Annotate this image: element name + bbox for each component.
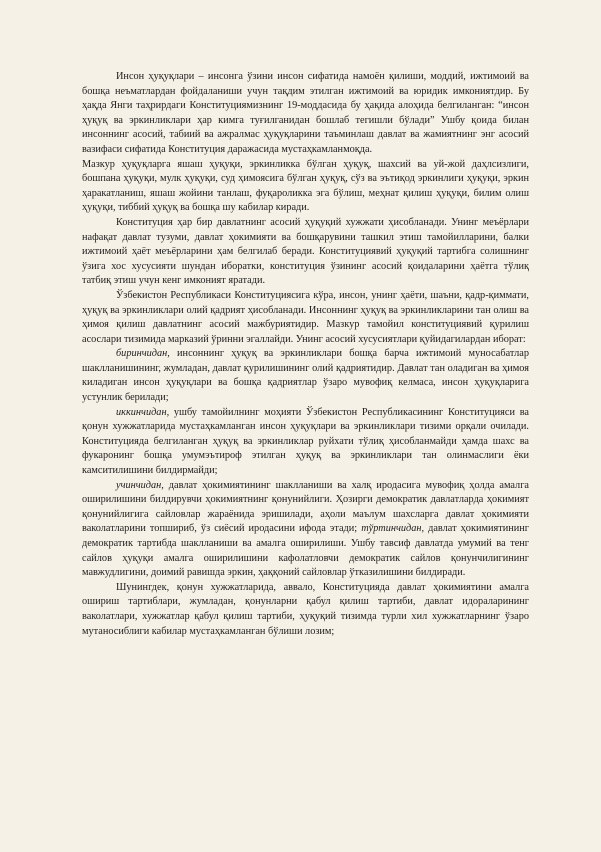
text-run: давлат ҳокимиятининг демократик тартибда шаклланиши ва амалга оширилиши. Ушбу тавсиф давлатда умумий ва тенг сайлов ҳуқуқи амалга оширилишини кафолатловчи демократик сайлов қонунчилигининг мавжудлигини, доимий равишда эркин, ҳаққоний сайловлар ўтказилишини билдиради. (82, 523, 529, 579)
paragraph (82, 581, 529, 639)
text-run: Мазкур ҳуқуқларга яшаш ҳуқуқи, эркинликка бўлган ҳуқуқ, шахсий ва уй-жой даҳлсизлиги, бошпана ҳуқуқи, мулк ҳуқуқи, суд ҳимоясига бўлган ҳуқуқ, сўз ва эътиқод эркинлиги ҳуқуқи, эркин ҳаракатланиш, яшаш жойини танлаш, фуқароликка эга бўлиш, меҳнат қилиш ҳуқуқи, билим олиш ҳуқуқи, тиббий ҳуқуқ ва бошқа шу кабилар киради. (82, 158, 529, 214)
italic-run: биринчидан, (116, 348, 170, 360)
paragraph (82, 479, 529, 581)
text-run: Инсон ҳуқуқлари – инсонга ўзини инсон сифатида намоён қилиши, моддий, ижтимоий ва бошқа неъматлардан фойдаланиши учун тақдим этилган ижтимоий ва юридик имкониятдир. Бу ҳақда Янги таҳрирдаги Конституциямизнинг 19-моддасида бу ҳақида алоҳида белгиланган: “инсон ҳуқуқ ва эркинликлари ҳар кимга туғилганидан бошлаб тегишли бўлади” Ушбу қоида билан инсоннинг асосий, табиий ва ажралмас ҳуқуқларини таъминлаш давлат ва жамиятнинг энг асосий вазифаси сифатида Конституция даражасида мустаҳкамланмоқда. (82, 71, 529, 155)
document-body (82, 70, 529, 639)
text-run: Ўзбекистон Республикаси Конституциясига кўра, инсон, унинг ҳаёти, шаъни, қадр-қиммати, ҳуқуқ ва эркинликлари олий қадрият ҳисобланади. Инсоннинг ҳуқуқ ва эркинликларини тан олиш ва ҳимоя қилиш давлатнинг асосий мажбуриятидир. Мазкур тамойил конституциявий қурилиш асослари тизимида марказий ўринни эгаллайди. Унинг асосий хусусиятлари қуйидагилардан иборат: (82, 289, 529, 345)
paragraph (82, 289, 529, 347)
paragraph (82, 158, 529, 216)
text-run: инсоннинг ҳуқуқ ва эркинликлари бошқа барча ижтимоий муносабатлар шаклланишининг, жумладан, давлат қурилишининг олий қадриятидир. Давлат тан оладиган ва ҳимоя киладиган инсон ҳуқуқлари ва бошқа қадриятлар ўзаро мувофиқ келмаса, инсон ҳуқуқларига устунлик берилади; (82, 348, 529, 404)
paragraph (82, 70, 529, 158)
paragraph (82, 406, 529, 479)
italic-run: иккинчидан, (116, 406, 170, 418)
text-run: ушбу тамойилнинг моҳияти Ўзбекистон Республикасининг Конституцияси ва қонун хужжатларида мустаҳкамланган инсон ҳуқуқлари ва эркинликлари тизими орқали очилади. Конституцияда белгиланган ҳуқуқ ва эркинликлар руйхати тўлиқ ҳисобланмайди ҳамда шахс ва фукаронинг бошқа умумэътироф этилган ҳуқуқ ва эркинликлари тан олинмаслиги ёки камситилишини билдирмайди; (82, 406, 529, 477)
text-run: давлат ҳокимиятининг шаклланиши ва халқ иродасига мувофиқ ҳолда амалга оширилишини билдирувчи ҳокимиятнинг қонунийлиги. Ҳозирги демократик давлатларда ҳокимият қонунийлигига сайловлар жараёнида эришилади, аҳоли маълум шахсларга давлат ҳокимияти ваколатларини топшириб, ўз сиёсий иродасини ифода этади; (82, 479, 529, 535)
italic-run: учинчидан, (116, 479, 164, 491)
paragraph (82, 216, 529, 289)
paragraph (82, 347, 529, 405)
text-run: Шунингдек, қонун хужжатларида, аввало, Конституцияда давлат ҳокимиятини амалга ошириш тартиблари, жумладан, қонунларни қабул қилиш тартиби, давлат идораларининг ваколатлари, хужжатлар қабул қилиш тартиби, ҳуқуқий тизимда турли хил хужжатларнинг ўзаро мутаносиблиги кабилар мустаҳкамланган бўлиши лозим; (82, 581, 529, 637)
text-run: Конституция ҳар бир давлатнинг асосий ҳуқуқий хужжати ҳисобланади. Унинг меъёрлари нафақат давлат тузуми, давлат ҳокимияти ва бошқарувини ташкил этиш тамойилларини, балки ижтимоий ҳаёт меъёрларини ҳам белгилаб беради. Конституциявий ҳуқуқий тартибга солишнинг ўзига хос хусусияти шундан иборатки, конституция ўзининг асосий қоидаларини ҳаётга тўлиқ татбиқ этиш учун кенг имконият яратади. (82, 216, 529, 287)
italic-run: тўртинчидан, (361, 523, 425, 535)
